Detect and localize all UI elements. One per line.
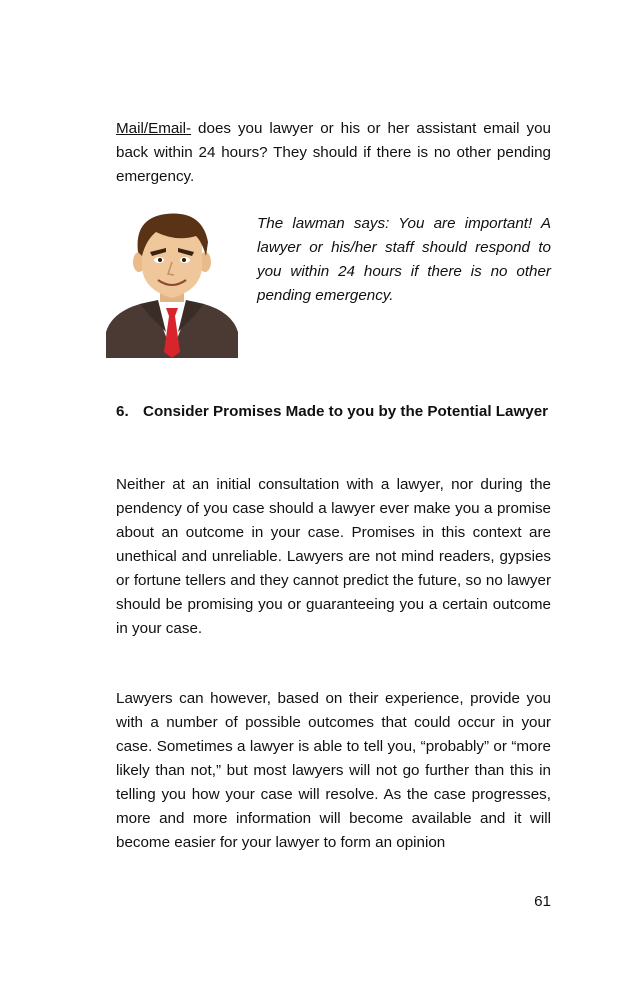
section-title: Consider Promises Made to you by the Potential Lawyer [143, 403, 549, 420]
section-heading [116, 400, 551, 424]
lawyer-cartoon-icon [106, 212, 238, 358]
body-paragraph-1: Neither at an initial consultation with a lawyer, nor during the pendency of you case should a lawyer ever make you a promise about an outcome in your case. Promises in this context are unethical and unreliable. Lawyers are not mind readers, gypsies or fortune tellers and they cannot predict the future, so no lawyer should be promising you or guaranteeing you a certain outcome in your case. [116, 476, 551, 637]
mail-email-label: Mail/Email- [116, 120, 192, 137]
intro-paragraph [116, 117, 551, 189]
lawman-quote: The lawman says: You are important! A lawyer or his/her staff should respond to you within 24 hours if there is no other pending emergency. [257, 215, 551, 304]
body-paragraph-2: Lawyers can however, based on their experience, provide you with a number of possible outcomes that could occur in your case. Sometimes a lawyer is able to tell you, “probably” or “more likely than not,” but most lawyers will not go further than this in telling you how your case will resolve. As the case progresses, more and more information will become available and it will become easier for your lawyer to form an opinion [116, 690, 551, 851]
page-number: 61 [534, 893, 551, 910]
intro-text: does you lawyer or his or her assistant email you back within 24 hours? They should if there is no other pending emergency. [116, 120, 551, 185]
section-number: 6. [116, 403, 129, 420]
